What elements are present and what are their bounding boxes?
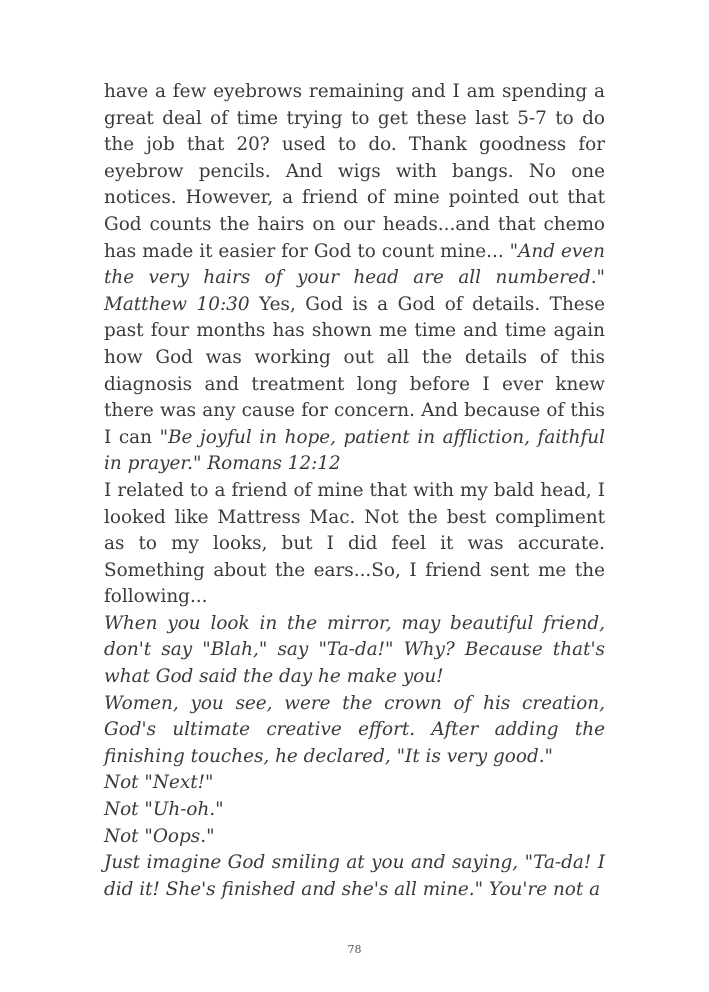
paragraph-mattress-mac: I related to a friend of mine that with my bald head, I looked like Mattress Mac. Not the best compliment as to my looks, but I did feel it was accurate. Something about the ears...So, I friend sent me the following... [104,479,605,608]
page-body [104,79,605,903]
italic-text: Not "Uh-oh." [104,799,224,821]
italic-text: Not "Next!" [104,772,214,794]
scripture-quote-romans: "Be joyful in hope, patient in affliction, faithful in prayer." Romans 12:12 [104,426,605,475]
italic-line-oops [104,824,605,851]
italic-line-uh-oh [104,797,605,824]
scripture-quote-matthew: "And even the very hairs of your head are all numbered." Matthew 10:30 [104,240,605,315]
italic-text: Women, you see, were the crown of his creation, God's ultimate creative effort. After adding the finishing touches, he declared, "It is very good." [104,692,605,767]
italic-paragraph-ta-da [104,850,605,903]
italic-paragraph-crown [104,691,605,771]
italic-paragraph-mirror [104,611,605,691]
italic-text: Just imagine God smiling at you and saying, "Ta-da! I did it! She's finished and she's all mine." You're not a [104,852,605,900]
italic-text: When you look in the mirror, may beautiful friend, don't say "Blah," say "Ta-da!" Why? Because that's what God said the day he make you! [104,612,605,688]
italic-text: Not "Oops." [104,825,215,847]
page-number: 78 [347,943,362,956]
italic-line-next [104,770,605,797]
paragraph-text: have a few eyebrows remaining and I am spending a great deal of time trying to get these last 5-7 to do the job that 20? used to do. Thank goodness for eyebrow pencils. And wigs with bangs. No one notices. However, a friend of mine pointed out that God counts the hairs on our heads...and that chemo has made it easier for God to count mine... [104,81,605,262]
paragraph-eyebrows [104,79,605,478]
paragraph-text: Yes, God is a God of details. These past four months has shown me time and time again how God was working out all the details of this diagnosis and treatment long before I ever knew there was any cause for concern. And because of this I can [104,293,605,448]
